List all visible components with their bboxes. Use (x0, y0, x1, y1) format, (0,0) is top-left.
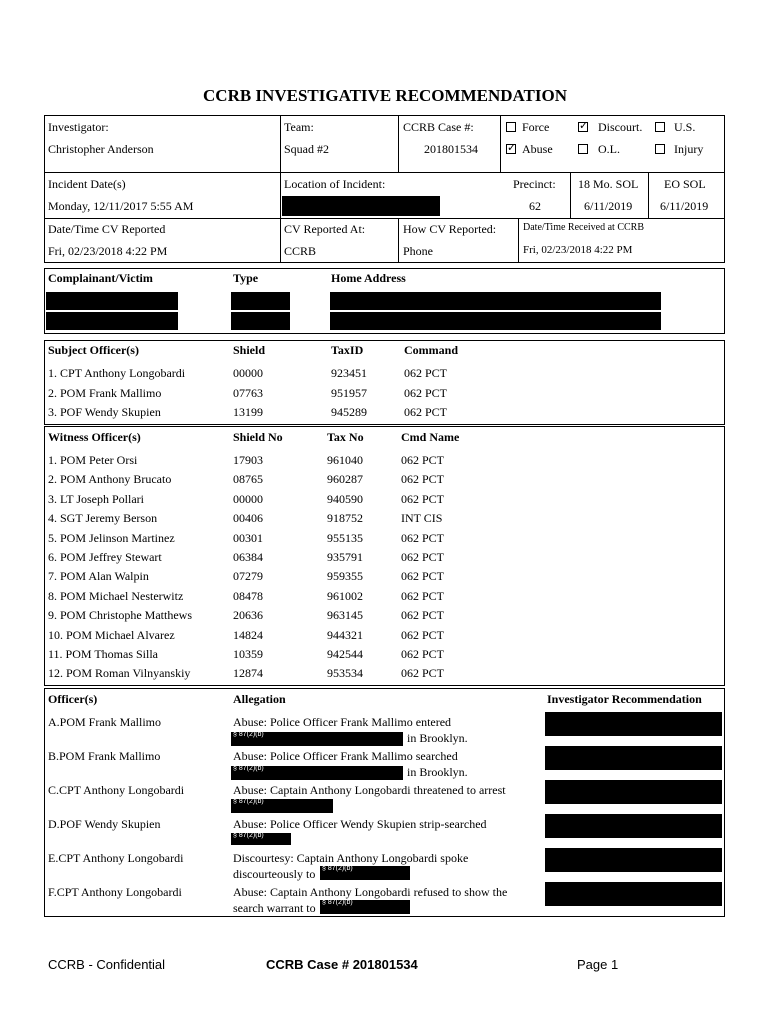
force-checkbox[interactable] (506, 122, 516, 132)
subject-officer-command: 062 PCT (404, 366, 448, 380)
witness-officer-command: 062 PCT (401, 453, 445, 467)
witness-officer-command: 062 PCT (401, 530, 445, 545)
witness-officer-shield: 14824 (233, 627, 263, 642)
document-title: CCRB INVESTIGATIVE RECOMMENDATION (203, 86, 567, 105)
witness-cmd-header: Cmd Name (401, 430, 460, 444)
address-header: Home Address (331, 271, 406, 285)
rule (724, 268, 725, 333)
rule (398, 218, 399, 262)
rule (280, 115, 281, 262)
allegation-header: Allegation (233, 692, 286, 706)
witness-officer-command: 062 PCT (401, 666, 445, 681)
witness-officer-name: 8. POM Michael Nesterwitz (48, 588, 184, 603)
redaction-code: § 87(2)(b) (322, 899, 353, 906)
incident-date-label: Incident Date(s) (48, 177, 126, 191)
witness-officer-shield: 06384 (233, 550, 263, 564)
witness-officer-name: 3. LT Joseph Pollari (48, 491, 145, 506)
recommendation-redaction (545, 746, 722, 770)
abuse-checkbox[interactable] (506, 144, 516, 154)
location-label: Location of Incident: (284, 177, 386, 191)
rule (44, 424, 725, 425)
witness-officer-name: 10. POM Michael Alvarez (48, 627, 175, 642)
location-redaction (282, 196, 440, 216)
subject-officer-name: 3. POF Wendy Skupien (48, 405, 161, 419)
witness-officer-taxno: 963145 (327, 608, 363, 623)
witness-officer-command: 062 PCT (401, 647, 445, 661)
subject-officer-header: Subject Officer(s) (48, 343, 139, 357)
rule (724, 688, 725, 916)
witness-officer-name: 1. POM Peter Orsi (48, 453, 138, 467)
witness-officer-command: 062 PCT (401, 588, 445, 603)
subject-officer-shield: 07763 (233, 385, 263, 400)
witness-officer-taxno: 940590 (327, 491, 363, 506)
witness-officer-command: 062 PCT (401, 569, 445, 584)
rule (44, 340, 45, 424)
allegation-text: Abuse: Police Officer Wendy Skupien strip-searched (233, 817, 487, 831)
abuse-label: Abuse (522, 142, 553, 156)
allegation-officer: E.CPT Anthony Longobardi (48, 851, 184, 865)
witness-officer-shield: 12874 (233, 666, 263, 681)
allegation-text-continued: in Brooklyn. (407, 731, 468, 745)
type-header: Type (233, 271, 259, 285)
eo-sol-value: 6/11/2019 (660, 199, 709, 213)
complainant-redaction (46, 312, 178, 330)
footer-confidential: CCRB - Confidential (48, 957, 166, 972)
rule (518, 218, 519, 262)
subject-officer-command: 062 PCT (404, 385, 448, 400)
witness-officer-name: 9. POM Christophe Matthews (48, 608, 192, 623)
investigator-value: Christopher Anderson (48, 142, 154, 156)
rule (44, 333, 725, 334)
witness-officer-shield: 00000 (233, 491, 263, 506)
rule (648, 172, 649, 218)
us-label: U.S. (674, 120, 696, 134)
footer-page-number: Page 1 (577, 957, 619, 972)
redaction-code: § 87(2)(b) (322, 865, 353, 872)
cv-reported-at-label: CV Reported At: (284, 222, 366, 236)
witness-officer-shield: 08765 (233, 472, 263, 487)
subject-shield-header: Shield (233, 343, 266, 357)
witness-officer-shield: 17903 (233, 453, 263, 467)
rule (44, 262, 725, 263)
rule (44, 426, 725, 427)
witness-officer-shield: 20636 (233, 608, 263, 623)
case-value: 201801534 (424, 142, 478, 156)
rule (44, 426, 45, 685)
recommendation-redaction (545, 780, 722, 804)
redaction-code: § 87(2)(b) (233, 765, 264, 772)
subject-officer-name: 1. CPT Anthony Longobardi (48, 366, 186, 380)
subject-officer-name: 2. POM Frank Mallimo (48, 385, 162, 400)
recommendation-header: Investigator Recommendation (547, 692, 702, 706)
how-reported-label: How CV Reported: (403, 222, 497, 236)
rule (724, 115, 725, 262)
eo-sol-label: EO SOL (664, 177, 706, 191)
rule (724, 340, 725, 424)
witness-officer-command: 062 PCT (401, 608, 445, 623)
witness-officer-taxno: 960287 (327, 472, 363, 487)
us-checkbox[interactable] (655, 122, 665, 132)
investigator-label: Investigator: (48, 120, 109, 134)
rule (44, 268, 45, 333)
witness-officer-shield: 08478 (233, 588, 263, 603)
ol-checkbox[interactable] (578, 144, 588, 154)
rule (44, 268, 725, 269)
cv-reported-value: Fri, 02/23/2018 4:22 PM (48, 244, 168, 258)
witness-officer-taxno: 961040 (327, 453, 363, 467)
witness-officer-taxno: 944321 (327, 627, 363, 642)
rule (500, 115, 501, 172)
redaction-code: § 87(2)(b) (233, 832, 264, 839)
rule (44, 688, 45, 916)
rule (44, 172, 725, 173)
rule (398, 115, 399, 172)
witness-officer-taxno: 942544 (327, 647, 363, 661)
footer-case-number: CCRB Case # 201801534 (266, 957, 418, 972)
witness-officer-command: 062 PCT (401, 627, 445, 642)
witness-officer-name: 6. POM Jeffrey Stewart (48, 550, 162, 564)
witness-officer-shield: 00301 (233, 530, 263, 545)
address-redaction (330, 292, 661, 310)
witness-officer-name: 4. SGT Jeremy Berson (48, 511, 158, 526)
address-redaction (330, 312, 661, 330)
witness-officer-command: 062 PCT (401, 472, 445, 487)
allegation-text: Abuse: Police Officer Frank Mallimo searched (233, 749, 458, 763)
subject-officer-taxid: 945289 (331, 405, 367, 419)
witness-officer-name: 12. POM Roman Vilnyanskiy (48, 666, 191, 681)
witness-officer-taxno: 955135 (327, 530, 363, 545)
how-reported-value: Phone (403, 244, 433, 258)
witness-officer-taxno: 961002 (327, 588, 363, 603)
rule (44, 688, 725, 689)
rule (44, 218, 725, 219)
received-label: Date/Time Received at CCRB (523, 222, 645, 233)
sol-label: 18 Mo. SOL (578, 177, 639, 191)
allegation-officer: C.CPT Anthony Longobardi (48, 783, 185, 797)
sol-value: 6/11/2019 (584, 199, 633, 213)
redaction-code: § 87(2)(b) (233, 731, 264, 738)
complainant-redaction (46, 292, 178, 310)
injury-label: Injury (674, 142, 704, 156)
witness-officer-command: 062 PCT (401, 550, 445, 564)
witness-shield-header: Shield No (233, 430, 283, 444)
cv-reported-at-value: CCRB (284, 244, 317, 258)
witness-officer-taxno: 918752 (327, 511, 363, 526)
discourtesy-checkbox[interactable] (578, 122, 588, 132)
witness-officer-taxno: 959355 (327, 569, 363, 584)
witness-officer-name: 2. POM Anthony Brucato (48, 472, 172, 487)
rule (44, 115, 45, 262)
witness-officer-name: 7. POM Alan Walpin (48, 569, 149, 584)
rule (44, 685, 725, 686)
precinct-label: Precinct: (513, 177, 556, 191)
cv-reported-label: Date/Time CV Reported (48, 222, 166, 236)
allegation-officer: B.POM Frank Mallimo (48, 749, 161, 763)
subject-taxid-header: TaxID (331, 343, 364, 357)
type-redaction (231, 312, 290, 330)
witness-officer-taxno: 935791 (327, 550, 363, 564)
witness-officer-header: Witness Officer(s) (48, 430, 141, 444)
allegation-officer: A.POM Frank Mallimo (48, 715, 162, 729)
allegation-text-continued: search warrant to (233, 901, 316, 915)
rule (44, 916, 725, 917)
ol-label: O.L. (598, 142, 620, 156)
rule (724, 426, 725, 685)
incident-date-value: Monday, 12/11/2017 5:55 AM (48, 199, 194, 213)
subject-officer-shield: 13199 (233, 405, 263, 419)
rule (570, 172, 571, 218)
allegation-officer: F.CPT Anthony Longobardi (48, 885, 182, 899)
allegation-text: Abuse: Captain Anthony Longobardi threatened to arrest (233, 783, 506, 797)
subject-command-header: Command (404, 343, 459, 357)
redaction-code: § 87(2)(b) (233, 798, 264, 805)
officers-header: Officer(s) (48, 692, 98, 706)
complainant-header: Complainant/Victim (48, 271, 153, 285)
witness-officer-name: 11. POM Thomas Silla (48, 647, 159, 661)
precinct-value: 62 (529, 199, 541, 213)
rule (44, 115, 725, 116)
force-label: Force (522, 120, 550, 134)
witness-officer-taxno: 953534 (327, 666, 363, 681)
recommendation-redaction (545, 814, 722, 838)
witness-officer-shield: 10359 (233, 647, 263, 661)
subject-officer-taxid: 923451 (331, 366, 367, 380)
discourtesy-label: Discourt. (598, 120, 643, 134)
witness-taxno-header: Tax No (327, 430, 364, 444)
allegation-officer: D.POF Wendy Skupien (48, 817, 161, 831)
witness-officer-name: 5. POM Jelinson Martinez (48, 530, 175, 545)
allegation-text: Abuse: Captain Anthony Longobardi refused to show the (233, 885, 508, 899)
allegation-text: Discourtesy: Captain Anthony Longobardi spoke (233, 851, 469, 865)
recommendation-redaction (545, 712, 722, 736)
witness-officer-command: INT CIS (401, 511, 443, 526)
witness-officer-shield: 07279 (233, 569, 263, 584)
recommendation-redaction (545, 882, 722, 906)
type-redaction (231, 292, 290, 310)
team-value: Squad #2 (284, 142, 329, 156)
allegation-text-continued: in Brooklyn. (407, 765, 468, 779)
injury-checkbox[interactable] (655, 144, 665, 154)
allegation-text-continued: discourteously to (233, 867, 316, 881)
received-value: Fri, 02/23/2018 4:22 PM (523, 244, 633, 256)
witness-officer-shield: 00406 (233, 511, 263, 526)
subject-officer-command: 062 PCT (404, 405, 448, 419)
subject-officer-shield: 00000 (233, 366, 263, 380)
rule (44, 340, 725, 341)
recommendation-redaction (545, 848, 722, 872)
witness-officer-command: 062 PCT (401, 491, 445, 506)
case-label: CCRB Case #: (403, 120, 474, 134)
subject-officer-taxid: 951957 (331, 385, 367, 400)
allegation-text: Abuse: Police Officer Frank Mallimo entered (233, 715, 452, 729)
team-label: Team: (284, 120, 314, 134)
